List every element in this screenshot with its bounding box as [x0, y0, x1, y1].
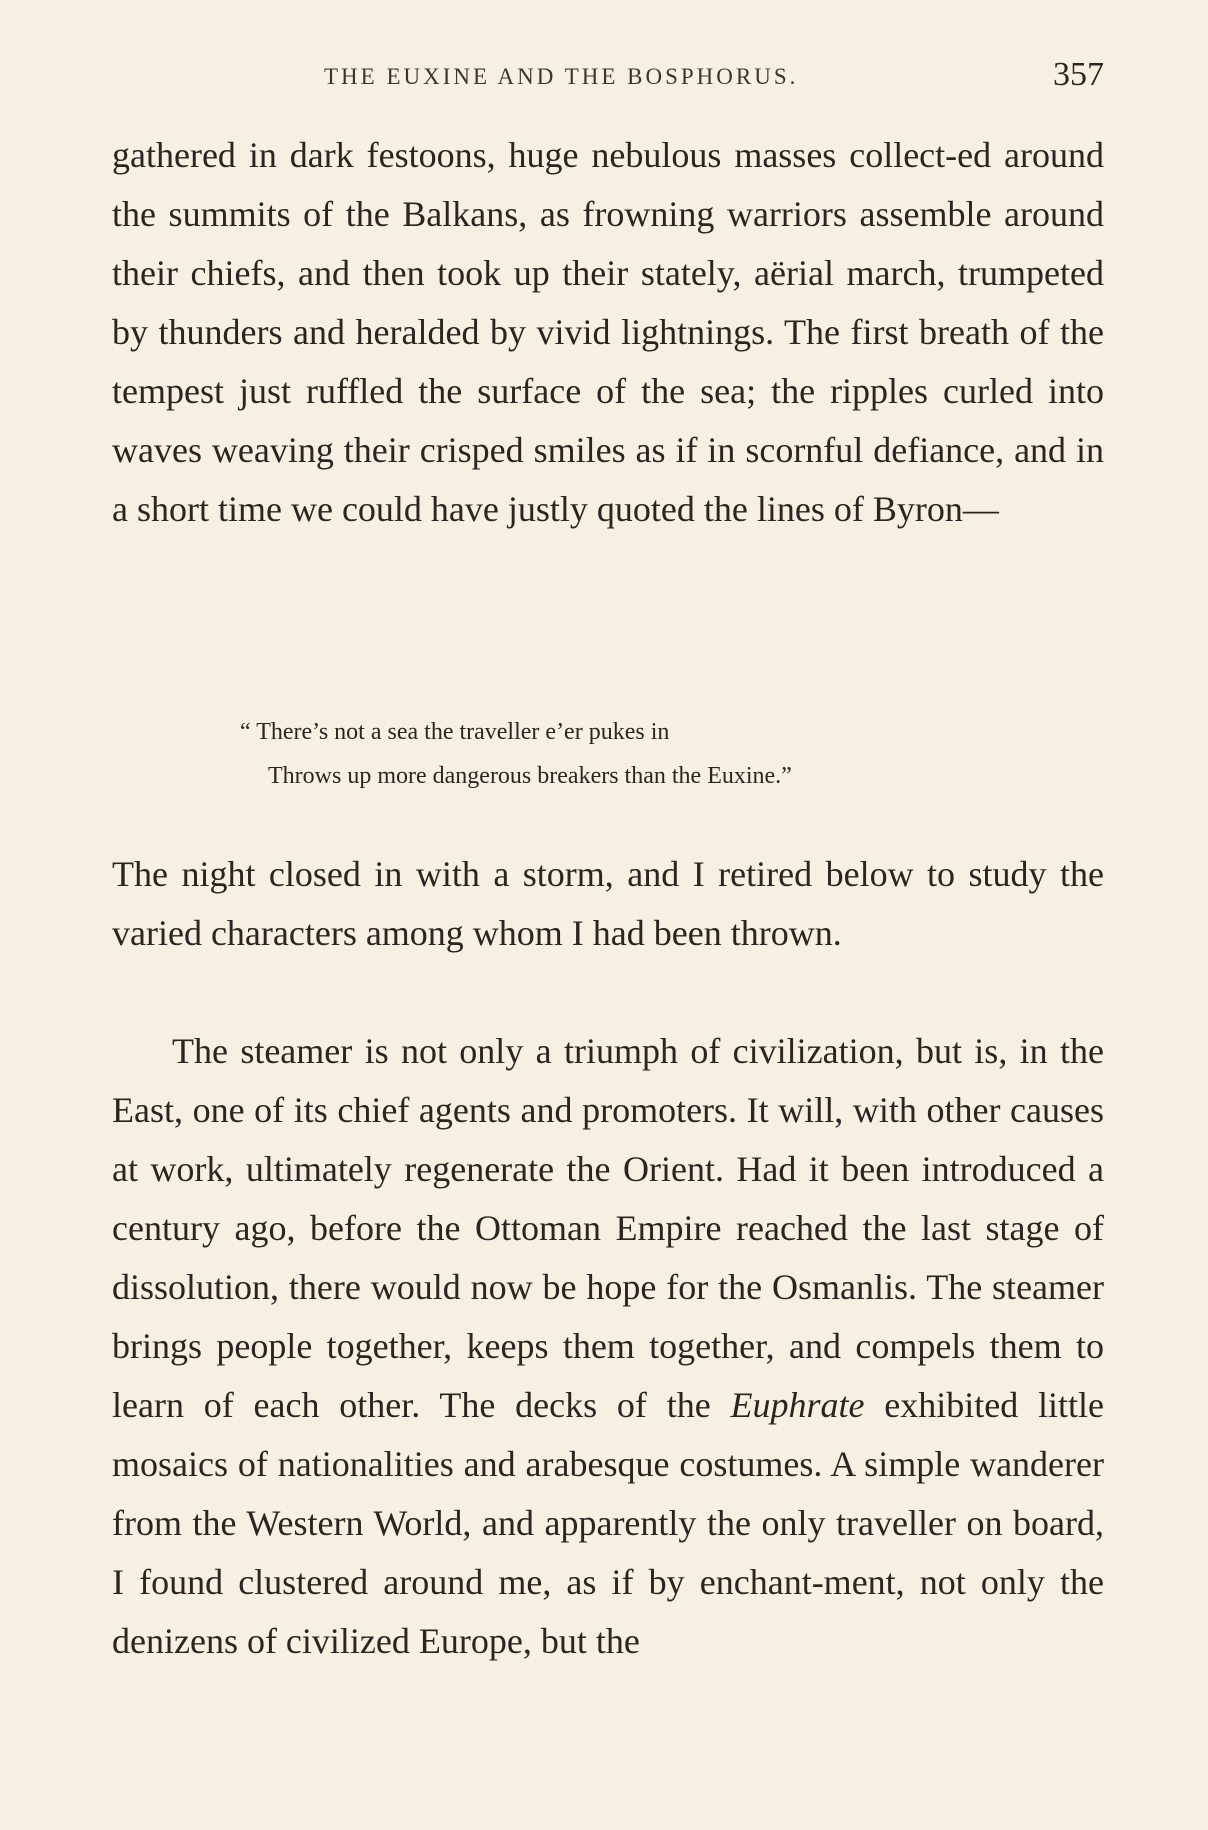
paragraph-2: The night closed in with a storm, and I retired below to study the varied characters among whom I had been thrown. [112, 854, 1104, 953]
verse-line-2: Throws up more dangerous breakers than the Euxine.” [268, 763, 792, 789]
paragraph-3 [112, 1022, 1104, 1671]
running-head [112, 56, 1104, 96]
running-title: THE EUXINE AND THE BOSPHORUS. [324, 64, 799, 89]
verse-quotation [240, 710, 1040, 798]
page-number: 357 [1053, 56, 1104, 93]
ship-name: Euphrate [730, 1385, 865, 1425]
paragraph-3-text-before: The steamer is not only a triumph of civilization, but is, in the East, one of its chief agents and promoters. It will, with other causes at work, ultimately regenerate the Orient. Had it been introduced a century ago, before the Ottoman Empire reached the last stage of dissolution, there would now be hope for the Osmanlis. The steamer brings people together, keeps them together, and compels them to learn of each other. The decks of the [112, 1031, 1104, 1425]
paragraph-1: gathered in dark festoons, huge nebulous masses collect-ed around the summits of the Balkans, as frowning warriors assemble around their chiefs, and then took up their stately, aërial march, trumpeted by thunders and heralded by vivid lightnings. The first breath of the tempest just ruffled the surface of the sea; the ripples curled into waves weaving their crisped smiles as if in scornful defiance, and in a short time we could have justly quoted the lines of Byron— [112, 135, 1104, 529]
paragraph-3-text-after: exhibited little mosaics of nationalities and arabesque costumes. A simple wanderer from the Western World, and apparently the only traveller on board, I found clustered around me, as if by enchant-ment, not only the denizens of civilized Europe, but the [112, 1385, 1105, 1661]
verse-line-1: “ There’s not a sea the traveller e’er pukes in [240, 719, 670, 745]
